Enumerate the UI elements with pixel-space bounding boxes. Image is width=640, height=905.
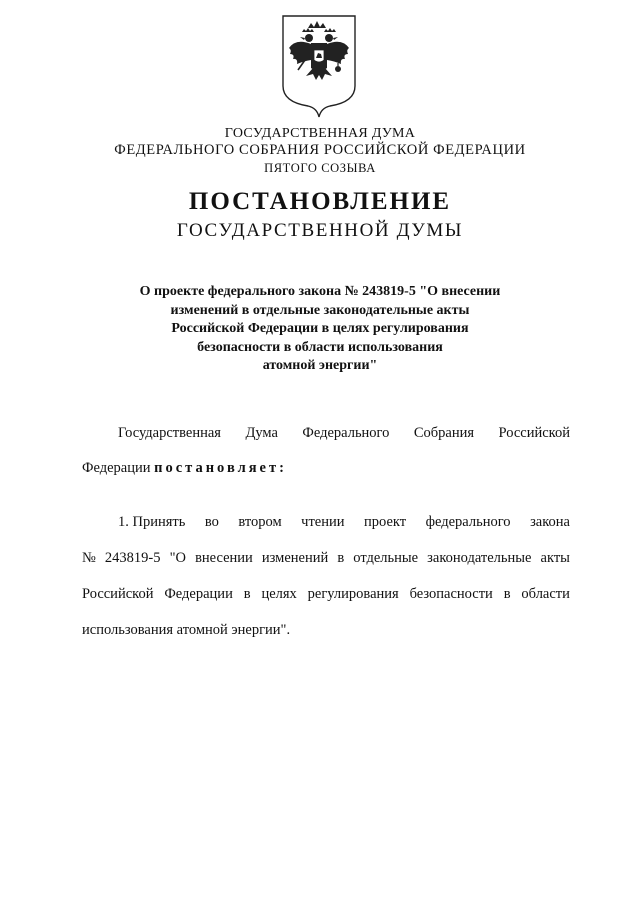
intro-word: Государственная bbox=[118, 425, 221, 441]
org-line-convocation: ПЯТОГО СОЗЫВА bbox=[264, 161, 376, 175]
org-line-duma: ГОСУДАРСТВЕННАЯ ДУМА bbox=[224, 126, 416, 141]
intro-word: Федерального bbox=[302, 425, 390, 441]
item1-word: законодательные bbox=[427, 550, 532, 566]
org-line-federal-assembly: ФЕДЕРАЛЬНОГО СОБРАНИЯ РОССИЙСКОЙ ФЕДЕРАЦИИ bbox=[114, 142, 526, 158]
item1-word: 1. Принять bbox=[118, 514, 186, 530]
item1-word: в bbox=[337, 550, 345, 566]
item1-word: акты bbox=[540, 550, 570, 566]
item1-line-2 bbox=[82, 549, 570, 567]
item1-word: во bbox=[204, 514, 219, 530]
item1-word: целях bbox=[261, 586, 297, 602]
intro-word: Российской bbox=[498, 425, 570, 441]
intro-paragraph bbox=[82, 424, 570, 484]
title-line: Российской Федерации в целях регулирования bbox=[171, 321, 469, 336]
item1-word: внесении bbox=[195, 550, 253, 566]
intro-word: Собрания bbox=[413, 425, 475, 441]
item1-word: Федерации bbox=[164, 586, 233, 602]
item1-word: в bbox=[503, 586, 511, 602]
document-issuer-heading: ГОСУДАРСТВЕННОЙ ДУМЫ bbox=[176, 220, 464, 241]
resolution-item-1 bbox=[82, 513, 570, 643]
item1-word: федерального bbox=[425, 514, 511, 530]
intro-word: Дума bbox=[245, 425, 278, 441]
item1-line-4: использования атомной энергии". bbox=[82, 622, 291, 638]
item1-word: "О bbox=[169, 550, 186, 566]
resolution-subject-title bbox=[110, 283, 530, 376]
item1-line-1 bbox=[118, 513, 570, 531]
item1-word: 243819-5 bbox=[104, 550, 161, 566]
intro-verb: постановляет: bbox=[154, 460, 287, 476]
item1-word: втором bbox=[238, 514, 282, 530]
item1-word: № bbox=[82, 550, 96, 566]
item1-word: регулирования bbox=[307, 586, 399, 602]
double-headed-eagle-emblem-icon bbox=[280, 14, 358, 118]
item1-word: проект bbox=[364, 514, 407, 530]
item1-word: отдельные bbox=[353, 550, 419, 566]
intro-subject: Федерации bbox=[82, 460, 151, 476]
item1-word: Российской bbox=[82, 586, 154, 602]
item1-word: безопасности bbox=[409, 586, 493, 602]
title-line: изменений в отдельные законодательные акты bbox=[170, 302, 470, 318]
item1-word: в bbox=[243, 586, 251, 602]
item1-line-3 bbox=[82, 585, 570, 603]
title-line: атомной энергии" bbox=[262, 358, 378, 373]
item1-word: закона bbox=[530, 514, 570, 530]
title-line: О проекте федерального закона № 243819-5 "О внесении bbox=[139, 284, 501, 299]
title-line: безопасности в области использования bbox=[197, 339, 443, 355]
item1-word: чтении bbox=[301, 514, 345, 530]
item1-word: изменений bbox=[261, 550, 329, 566]
intro-line-2 bbox=[82, 459, 570, 477]
item1-word: области bbox=[521, 586, 570, 602]
document-type-heading: ПОСТАНОВЛЕНИЕ bbox=[188, 188, 452, 215]
intro-line-1 bbox=[118, 424, 570, 442]
